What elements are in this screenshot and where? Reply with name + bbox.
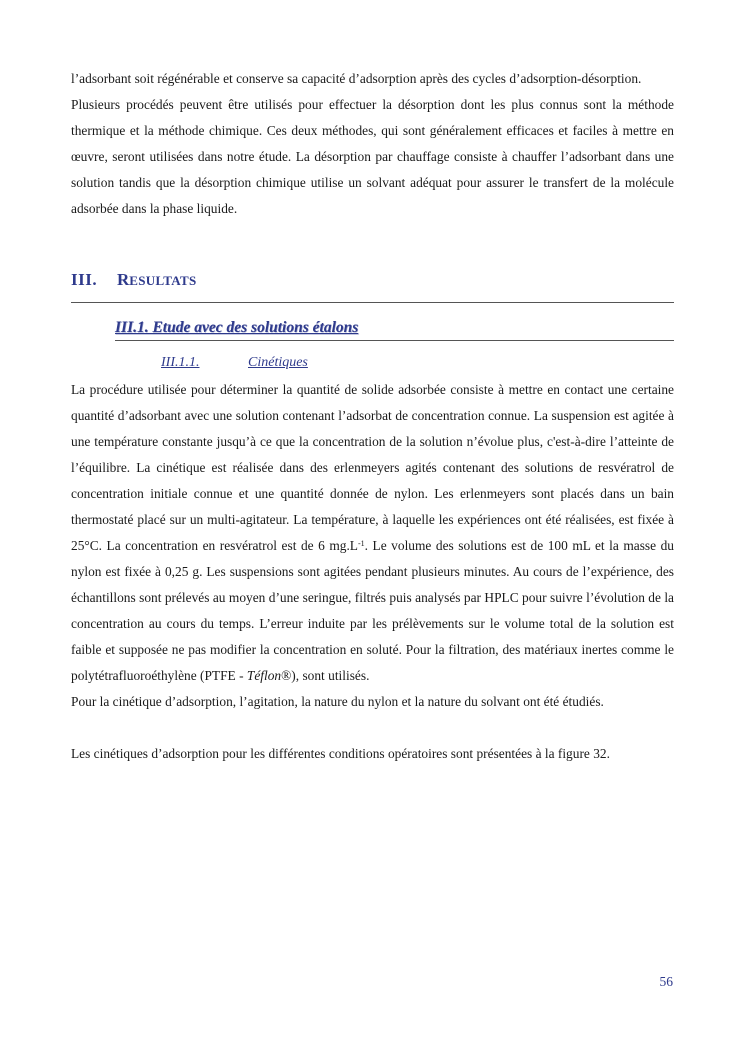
document-page — [71, 66, 674, 767]
subsubsection-title: Cinétiques — [248, 355, 308, 370]
procedure-text-3: ®), sont utilisés. — [281, 668, 370, 683]
section-number: III. — [71, 270, 98, 289]
procedure-paragraph — [71, 377, 674, 689]
section-title-initial: R — [117, 270, 130, 289]
subsubsection-heading — [161, 355, 674, 377]
procedure-text-2: . Le volume des solutions est de 100 mL et la masse du nylon est fixée à 0,25 g. Les suspensions sont agitées pendant plusieurs minutes. Au cours de l’expérience, des échantillons sont prélevés au moyen d’une seringue, filtrés puis analysés par HPLC pour suivre l’évolution de la concentration au cours du temps. L’erreur induite par les prélèvements sur le volume total de la solution est faible et supposée ne pas modifier la concentration en soluté. Pour la filtration, des matériaux inertes comme le polytétrafluoroéthylène (PTFE - — [71, 538, 674, 683]
section-title-rest: ESULTATS — [129, 273, 197, 288]
intro-paragraph-2: Plusieurs procédés peuvent être utilisés pour effectuer la désorption dont les plus connus sont la méthode thermique et la méthode chimique. Ces deux méthodes, qui sont généralement efficaces et faciles à mettre en œuvre, seront utilisées dans notre étude. La désorption par chauffage consiste à chauffer l’adsorbant dans une solution tandis que la désorption chimique utilise un solvant adéquat pour assurer le transfert de la molécule adsorbée dans la phase liquide. — [71, 97, 674, 216]
intro-paragraph-1: l’adsorbant soit régénérable et conserve sa capacité d’adsorption après des cycles d’adsorption-désorption. — [71, 71, 642, 86]
paragraph-spacer — [71, 715, 674, 741]
page-number: 56 — [659, 974, 673, 989]
unit-exponent: -1 — [357, 539, 365, 548]
figure-reference-paragraph: Les cinétiques d’adsorption pour les différentes conditions opératoires sont présentées à la figure 32. — [71, 746, 610, 761]
section-title — [117, 270, 196, 290]
teflon-brand: Téflon — [246, 668, 282, 683]
subsubsection-number: III.1.1. — [161, 355, 200, 370]
subsection-heading — [115, 319, 674, 341]
kinetics-paragraph: Pour la cinétique d’adsorption, l’agitation, la nature du nylon et la nature du solvant ont été étudiés. — [71, 694, 604, 709]
procedure-text-1: La procédure utilisée pour déterminer la quantité de solide adsorbée consiste à mettre en contact une certaine quantité d’adsorbant avec une solution contenant l’adsorbat de concentration connue. La suspension est agitée à une température constante jusqu’à ce que la concentration de la solution n’évolue plus, c'est-à-dire l’atteinte de l’équilibre. La cinétique est réalisée dans des erlenmeyers agités contenant des solutions de resvératrol de concentration initiale connue et une quantité donnée de nylon. Les erlenmeyers sont placés dans un bain thermostaté placé sur un multi-agitateur. La température, à laquelle les expériences ont été réalisées, est fixée à 25°C. La concentration en resvératrol est de 6 mg.L — [71, 382, 674, 553]
subsection-title: III.1. Etude avec des solutions étalons — [115, 319, 359, 336]
section-heading — [71, 266, 674, 303]
